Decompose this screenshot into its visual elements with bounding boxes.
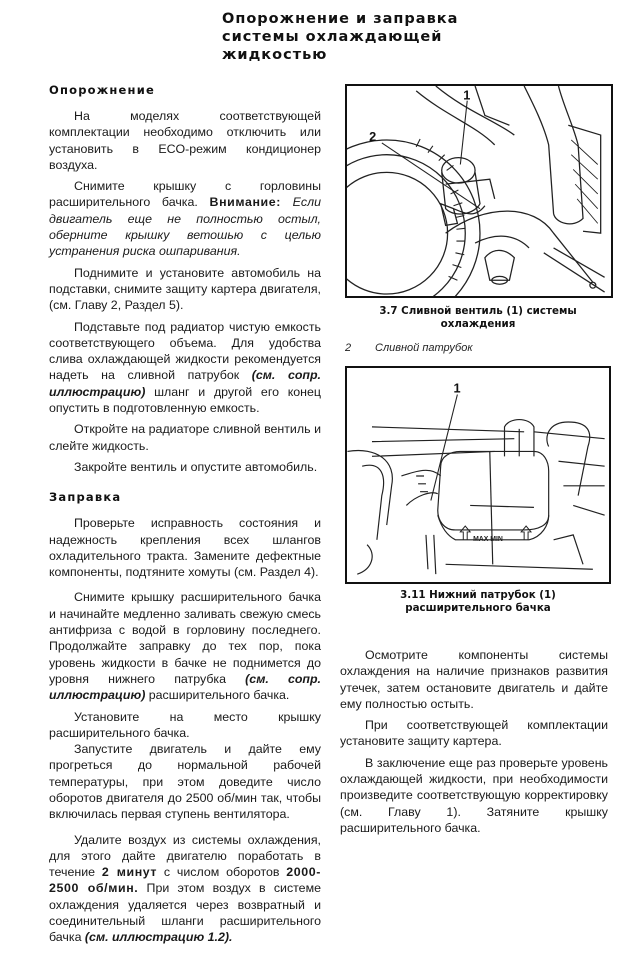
page-title [222,10,482,64]
right-column [340,647,608,841]
warning-label: Внимание: [209,195,281,210]
paragraph: Снимите крышку расширительного бачка и начинайте медленно заливать свежую смесь антифриза с водой в горловину последнего. Продолжайте заправку до тех пор, пока уровень жидкости в бачке не поднимется до уровня нижнего патрубка (см. сопр. иллюстрацию) расширительного бачка. [49,590,322,703]
paragraph: Проверьте исправность состояния и надежность крепления всех шлангов охладительного тракта. Замените дефектные компоненты, подтяните хомуты (см. Раздел 4). [49,516,321,580]
left-column [49,82,321,951]
illustration-reference: (см. сопр. иллюстрацию) [49,671,322,703]
title-line: жидкостью [222,47,328,63]
paragraph: Поднимите и установите автомобиль на подставки, снимите защиту картера двигателя, (см. Главу 2, Раздел 5). [49,265,321,313]
drain-valve-illustration [347,86,611,296]
paragraph: Закройте вентиль и опустите автомобиль. [74,459,318,474]
paragraph: Откройте на радиаторе сливной вентиль и слейте жидкость. [49,422,321,453]
legend-text: Сливной патрубок [375,342,473,354]
figure-caption: 3.7 Сливной вентиль (1) системы охлаждения [379,305,577,330]
duration-value: 2 минут [101,865,158,880]
section-heading-draining: Опорожнение [49,83,155,97]
warning-text: Если двигатель еще не полностью остыл, оберните крышку ветошью с целью устранения риска ошпаривания. [49,195,322,259]
paragraph: Запустите двигатель и дайте ему прогреться до нормальной рабочей температуры, при этом доведите число оборотов двигателя до 2500 об/мин так, чтобы включилась первая ступень вентилятора. [49,742,321,822]
figure-caption: 3.11 Нижний патрубок (1) расширительного бачка [400,589,556,614]
paragraph: Удалите воздух из системы охлаждения, для этого дайте двигателю поработать в течение 2 минут с числом оборотов 2000-2500 об/мин. При этом воздух в системе охлаждения удаляется через возвратный и соединительный шланги расширительного бачка (см. иллюстрацию 1.2). [49,832,321,945]
figure-drain-valve [345,84,613,298]
paragraph: Осмотрите компоненты системы охлаждения на наличие признаков развития утечек, затем остановите двигатель и дайте ему полностью остыть. [340,648,608,711]
title-line: Опорожнение и заправка [222,11,459,27]
title-line: системы охлаждающей [222,29,443,45]
paragraph: Подставьте под радиатор чистую емкость соответствующего объема. Для удобства слива охлаждающей жидкости рекомендуется надеть на сливной патрубок (см. сопр. иллюстрацию) шланг и другой его конец опустить в подготовленную емкость. [49,319,322,416]
section-heading-filling: Заправка [49,490,122,505]
legend-number: 2 [345,342,352,354]
callout-2: 2 [369,128,377,144]
rpm-value: 2000-2500 об/мин. [49,865,321,896]
illustration-reference: (см. сопр. иллюстрацию) [49,368,322,399]
paragraph: При соответствующей комплектации установите защиту картера. [340,718,608,749]
callout-1: 1 [453,380,461,396]
figure-expansion-tank [345,366,611,584]
paragraph: На моделях соответствующей комплектации необходимо отключить или установить в ECO-режим кондиционер воздуха. [49,109,321,172]
paragraph: Установите на место крышку расширительного бачка. [49,709,321,740]
callout-1: 1 [463,87,471,103]
tank-level-marking: MAX MIN [473,535,503,543]
paragraph: В заключение еще раз проверьте уровень охлаждающей жидкости, при необходимости произведите соответствующую корректировку (см. Главу 1). Затяните крышку расширительного бачка. [340,755,608,835]
expansion-tank-illustration [347,368,609,582]
paragraph: Снимите крышку с горловины расширительного бачка. Внимание: Если двигатель еще не полностью остыл, оберните крышку ветошью с целью устранения риска ошпаривания. [49,179,322,259]
illustration-reference: (см. иллюстрацию 1.2). [84,930,233,945]
figure-legend [345,342,473,354]
